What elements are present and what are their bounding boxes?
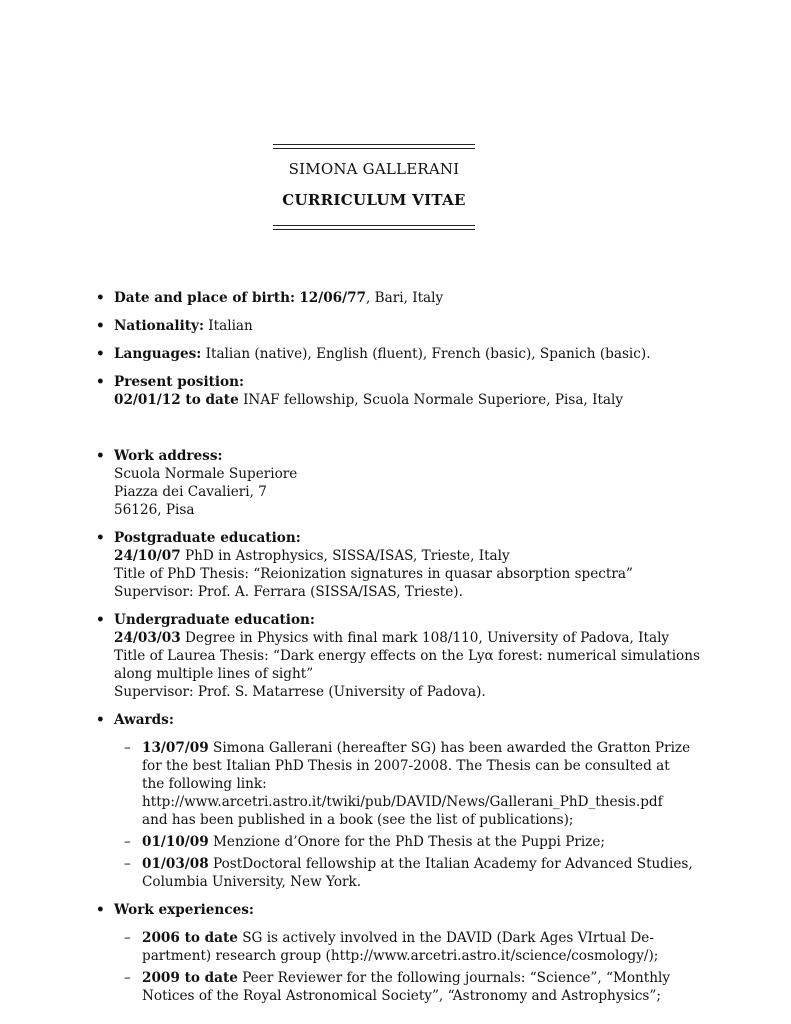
award-date: 13/07/09 xyxy=(142,740,209,756)
postgraduate-item xyxy=(96,529,676,601)
languages-value: Italian (native), English (fluent), French (basic), Spanich (basic). xyxy=(205,346,651,362)
work-experiences-item xyxy=(96,901,676,1005)
work-date: 2009 to date xyxy=(142,970,238,986)
author-name: SIMONA GALLERANI xyxy=(288,160,460,178)
undergraduate-thesis-cont: along multiple lines of sight” xyxy=(114,666,314,682)
postgraduate-date: 24/10/07 xyxy=(114,548,181,564)
awards-label: Awards: xyxy=(114,712,174,728)
dash-icon: – xyxy=(124,834,131,850)
nationality-label: Nationality: xyxy=(114,318,204,334)
languages-item xyxy=(96,345,676,363)
undergraduate-supervisor: Supervisor: Prof. S. Matarrese (University of Padova). xyxy=(114,684,486,700)
cv-sections xyxy=(96,289,700,1015)
award-text: the following link: xyxy=(142,776,267,792)
work-text: partment) research group (http://www.arcetri.astro.it/science/cosmology/); xyxy=(142,948,659,964)
header-bottom-rule xyxy=(273,225,475,230)
award-text: Menzione d’Onore for the PhD Thesis at the Puppi Prize; xyxy=(213,834,605,850)
bullet-icon: • xyxy=(96,712,105,728)
document-title: CURRICULUM VITAE xyxy=(282,191,466,209)
work-entry xyxy=(114,929,676,965)
nationality-value: Italian xyxy=(208,318,253,334)
present-position-text: INAF fellowship, Scuola Normale Superiore, Pisa, Italy xyxy=(243,392,624,408)
undergraduate-thesis: Title of Laurea Thesis: “Dark energy effects on the Lyα forest: numerical simulations xyxy=(114,648,700,664)
work-entry xyxy=(114,969,676,1005)
undergraduate-label: Undergraduate education: xyxy=(114,612,315,628)
bullet-icon: • xyxy=(96,530,105,546)
thesis-link[interactable]: http://www.arcetri.astro.it/twiki/pub/DAVID/News/Gallerani_PhD_thesis.pdf xyxy=(142,794,663,810)
work-text: SG is actively involved in the DAVID (Dark Ages VIrtual De- xyxy=(242,930,654,946)
dash-icon: – xyxy=(124,740,131,756)
nationality-item xyxy=(96,317,676,335)
bullet-icon: • xyxy=(96,290,105,306)
awards-item xyxy=(96,711,693,891)
dash-icon: – xyxy=(124,930,131,946)
work-date: 2006 to date xyxy=(142,930,238,946)
award-entry xyxy=(114,739,691,829)
work-address-item xyxy=(96,447,676,519)
languages-label: Languages: xyxy=(114,346,202,362)
undergraduate-item xyxy=(96,611,700,701)
postgraduate-supervisor: Supervisor: Prof. A. Ferrara (SISSA/ISAS, Trieste). xyxy=(114,584,463,600)
birth-label: Date and place of birth: xyxy=(114,290,295,306)
award-text: Columbia University, New York. xyxy=(142,874,362,890)
undergraduate-degree-line xyxy=(114,629,676,647)
bullet-icon: • xyxy=(96,346,105,362)
awards-list xyxy=(114,739,693,891)
award-text: for the best Italian PhD Thesis in 2007-2008. The Thesis can be consulted at xyxy=(142,758,670,774)
bullet-icon: • xyxy=(96,448,105,464)
address-line: 56126, Pisa xyxy=(114,502,195,518)
undergraduate-date: 24/03/03 xyxy=(114,630,181,646)
postgraduate-label: Postgraduate education: xyxy=(114,530,301,546)
award-entry xyxy=(114,833,676,851)
award-text: Simona Gallerani (hereafter SG) has been awarded the Gratton Prize xyxy=(213,740,691,756)
header-top-rule xyxy=(273,144,475,149)
address-line: Piazza dei Cavalieri, 7 xyxy=(114,484,267,500)
present-position-date: 02/01/12 to date xyxy=(114,392,239,408)
work-experiences-label: Work experiences: xyxy=(114,902,254,918)
award-text: and has been published in a book (see the list of publications); xyxy=(142,812,574,828)
present-position-line xyxy=(114,391,676,409)
address-line: Scuola Normale Superiore xyxy=(114,466,298,482)
birth-place: , Bari, Italy xyxy=(366,290,444,306)
work-experiences-list xyxy=(114,929,676,1005)
dash-icon: – xyxy=(124,856,131,872)
bullet-icon: • xyxy=(96,612,105,628)
postgraduate-degree-line xyxy=(114,547,676,565)
postgraduate-thesis: Title of PhD Thesis: “Reionization signatures in quasar absorption spectra” xyxy=(114,566,633,582)
dash-icon: – xyxy=(124,970,131,986)
birth-date: 12/06/77 xyxy=(299,290,366,306)
present-position-label: Present position: xyxy=(114,374,245,390)
undergraduate-degree: Degree in Physics with final mark 108/110, University of Padova, Italy xyxy=(185,630,670,646)
award-entry xyxy=(114,855,693,891)
work-address-label: Work address: xyxy=(114,448,223,464)
birth-item xyxy=(96,289,676,307)
award-text: PostDoctoral fellowship at the Italian Academy for Advanced Studies, xyxy=(213,856,693,872)
bullet-icon: • xyxy=(96,374,105,390)
bullet-icon: • xyxy=(96,318,105,334)
work-text: Peer Reviewer for the following journals: “Science”, “Monthly xyxy=(242,970,671,986)
work-text: Notices of the Royal Astronomical Society”, “Astronomy and Astrophysics”; xyxy=(142,988,661,1004)
present-position-item xyxy=(96,373,676,409)
award-date: 01/03/08 xyxy=(142,856,209,872)
postgraduate-degree: PhD in Astrophysics, SISSA/ISAS, Trieste, Italy xyxy=(185,548,510,564)
bullet-icon: • xyxy=(96,902,105,918)
award-date: 01/10/09 xyxy=(142,834,209,850)
